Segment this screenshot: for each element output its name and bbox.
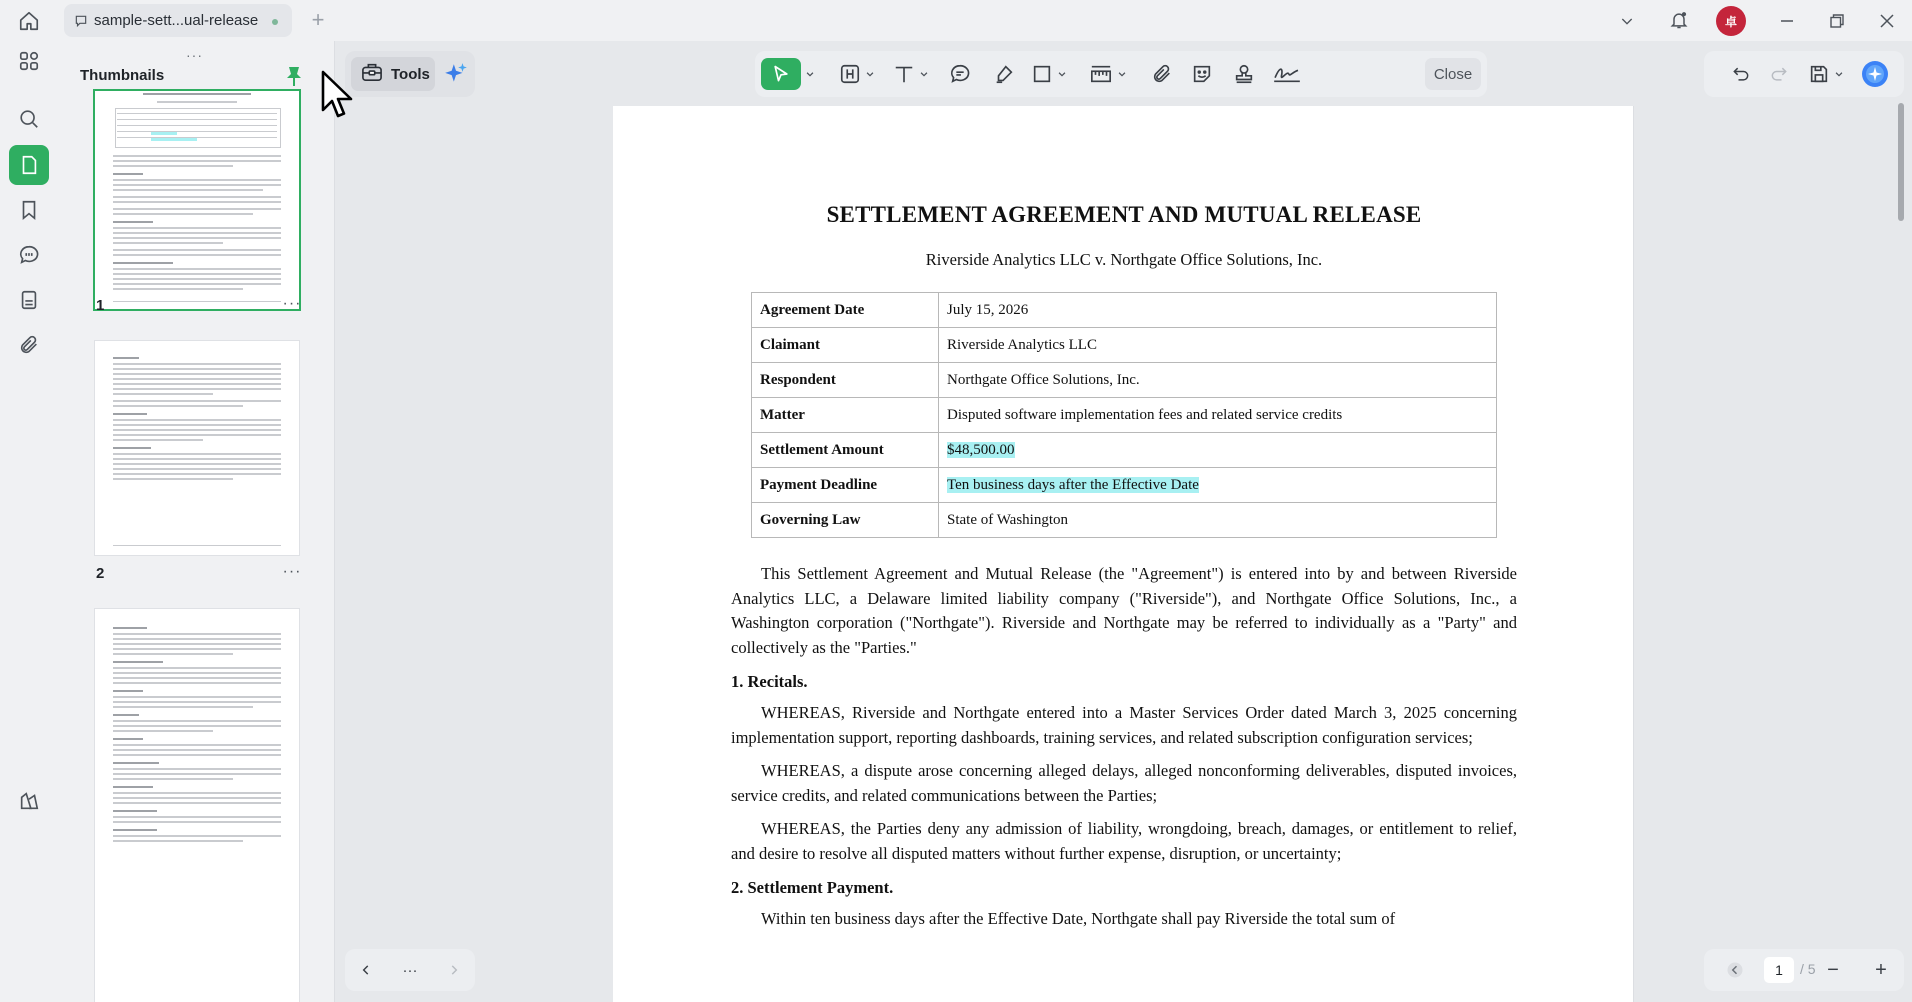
document-page (613, 106, 1633, 1002)
table-row (752, 433, 1497, 468)
redo-icon[interactable] (1764, 58, 1794, 90)
table-key: Payment Deadline (752, 468, 939, 503)
annotation-toolbar (755, 51, 1487, 97)
panel-drag-handle[interactable]: ··· (186, 47, 203, 63)
measure-tool-button[interactable] (1083, 58, 1133, 90)
select-tool-button[interactable] (761, 58, 801, 90)
page-total: / 5 (1800, 961, 1816, 977)
table-value (939, 433, 1497, 468)
thumbnails-panel (58, 41, 335, 1002)
minimize-icon[interactable] (1770, 6, 1804, 36)
previous-page-icon[interactable] (1720, 955, 1750, 985)
document-title: SETTLEMENT AGREEMENT AND MUTUAL RELEASE (826, 202, 1422, 227)
shape-tool-button[interactable] (1027, 58, 1071, 90)
ai-assistant-icon[interactable] (1858, 58, 1892, 90)
table-key: Respondent (752, 363, 939, 398)
table-row (752, 293, 1497, 328)
summary-table (751, 292, 1497, 538)
page-thumbnail-2[interactable] (95, 341, 299, 555)
page-number-input[interactable]: 1 (1764, 957, 1794, 983)
recital-paragraph: WHEREAS, the Parties deny any admission of liability, wrongdoing, breach, damages, or entitlement to relief, and desire to resolve all disputed matters without further expense, disruption, or uncertainty; (731, 819, 1517, 863)
highlighted-text[interactable]: Ten business days after the Effective Date (947, 476, 1199, 493)
intro-paragraph: This Settlement Agreement and Mutual Release (the "Agreement") is entered into by and between Riverside Analytics LLC, a Delaware limited liability company ("Riverside"), and Northgate Office Solutions, Inc., a Washington corporation ("Northgate"). Riverside and Northgate may be referred to individually as a "Party" and collectively as the "Parties." (731, 564, 1517, 657)
table-key: Settlement Amount (752, 433, 939, 468)
chevron-down-icon[interactable] (803, 58, 817, 90)
cell-text: July 15, 2026 (947, 301, 1029, 318)
table-value (939, 293, 1497, 328)
thumbnail-more-button[interactable]: ··· (282, 295, 302, 312)
tools-group (345, 51, 475, 97)
table-row (752, 363, 1497, 398)
text-box-tool-button[interactable] (835, 58, 879, 90)
signature-tool-button[interactable] (1267, 58, 1307, 90)
table-value (939, 328, 1497, 363)
toolbox-icon (361, 62, 383, 87)
page-nav-pill (345, 949, 475, 991)
avatar[interactable]: 卓 (1716, 6, 1746, 36)
zoom-in-button[interactable]: + (1875, 958, 1887, 981)
pin-icon[interactable] (282, 63, 306, 89)
comments-icon[interactable] (9, 235, 49, 275)
table-row (752, 503, 1497, 538)
chevron-down-icon[interactable] (1612, 6, 1642, 36)
main-area (335, 41, 1912, 1002)
recital-paragraph: WHEREAS, Riverside and Northgate entered into a Master Services Order dated March 3, 2025 concerning implementation support, reporting dashboards, training services, and related subscription configuration services; (731, 703, 1517, 747)
close-icon[interactable] (1870, 6, 1904, 36)
close-toolbar-button[interactable]: Close (1425, 58, 1481, 90)
search-icon[interactable] (9, 99, 49, 139)
tools-button[interactable] (351, 57, 435, 91)
comment-tool-button[interactable] (945, 58, 975, 90)
page-thumbnail-3[interactable] (95, 609, 299, 1002)
text-tool-button[interactable] (889, 58, 933, 90)
recital-paragraph: WHEREAS, a dispute arose concerning alleged delays, alleged nonconforming deliverables, disputed invoices, service credits, and related communications between the Parties; (731, 761, 1517, 805)
table-row (752, 468, 1497, 503)
sticker-tool-button[interactable] (1187, 58, 1217, 90)
table-value (939, 503, 1497, 538)
thumbnails-icon[interactable] (9, 145, 49, 185)
page-indicator-pill (1704, 949, 1904, 991)
table-value (939, 468, 1497, 503)
document-tab[interactable] (64, 4, 292, 37)
new-tab-button[interactable]: + (311, 7, 325, 32)
zoom-out-button[interactable]: − (1827, 958, 1839, 981)
more-button[interactable]: ··· (402, 961, 418, 979)
panel-title: Thumbnails (80, 67, 165, 84)
save-icon[interactable] (1804, 58, 1848, 90)
bookmark-icon[interactable] (9, 190, 49, 230)
undo-icon[interactable] (1726, 58, 1756, 90)
pages-icon[interactable] (9, 280, 49, 320)
cell-text: Riverside Analytics LLC (947, 336, 1097, 353)
cell-text: Northgate Office Solutions, Inc. (947, 371, 1140, 388)
apps-icon[interactable] (9, 41, 49, 81)
table-value (939, 363, 1497, 398)
table-key: Agreement Date (752, 293, 939, 328)
stamp-tool-button[interactable] (1229, 58, 1259, 90)
unsaved-dot (272, 19, 278, 25)
document-viewport[interactable] (613, 106, 1635, 1002)
highlighted-text[interactable]: $48,500.00 (947, 441, 1015, 458)
attach-tool-button[interactable] (1147, 58, 1177, 90)
cell-text: State of Washington (947, 511, 1069, 528)
mouse-cursor-icon (319, 70, 359, 122)
table-row (752, 398, 1497, 433)
thumbnail-more-button[interactable]: ··· (282, 563, 302, 580)
comment-bubble-icon (72, 12, 90, 30)
table-row (752, 328, 1497, 363)
title-bar (0, 0, 1912, 42)
thumbnail-page-number: 2 (96, 565, 105, 582)
payment-paragraph: Within ten business days after the Effective Date, Northgate shall pay Riverside the total sum of (761, 909, 1396, 928)
thumbnail-page-number: 1 (96, 297, 105, 314)
page-content (731, 202, 1517, 932)
document-subtitle: Riverside Analytics LLC v. Northgate Office Solutions, Inc. (925, 250, 1323, 269)
cell-text: Disputed software implementation fees and related service credits (947, 406, 1343, 423)
tools-label: Tools (391, 65, 430, 83)
section-heading: 2. Settlement Payment. (731, 878, 894, 897)
tab-title: sample-sett...ual-release (94, 12, 259, 29)
chevron-right-icon[interactable] (439, 955, 469, 985)
home-icon[interactable] (14, 6, 44, 36)
ai-sparkle-icon[interactable] (441, 59, 471, 89)
left-rail (0, 41, 58, 1002)
vertical-scrollbar[interactable] (1898, 103, 1904, 221)
table-value (939, 398, 1497, 433)
highlighter-tool-button[interactable] (989, 58, 1019, 90)
table-key: Claimant (752, 328, 939, 363)
table-key: Governing Law (752, 503, 939, 538)
page-thumbnail-1[interactable] (95, 91, 299, 309)
section-heading: 1. Recitals. (731, 672, 808, 691)
theme-icon[interactable] (9, 781, 49, 821)
chevron-left-icon[interactable] (351, 955, 381, 985)
notification-bell-icon[interactable] (1664, 5, 1694, 35)
attachment-icon[interactable] (9, 325, 49, 365)
table-key: Matter (752, 398, 939, 433)
restore-icon[interactable] (1820, 6, 1854, 36)
right-toolbar (1704, 51, 1904, 97)
